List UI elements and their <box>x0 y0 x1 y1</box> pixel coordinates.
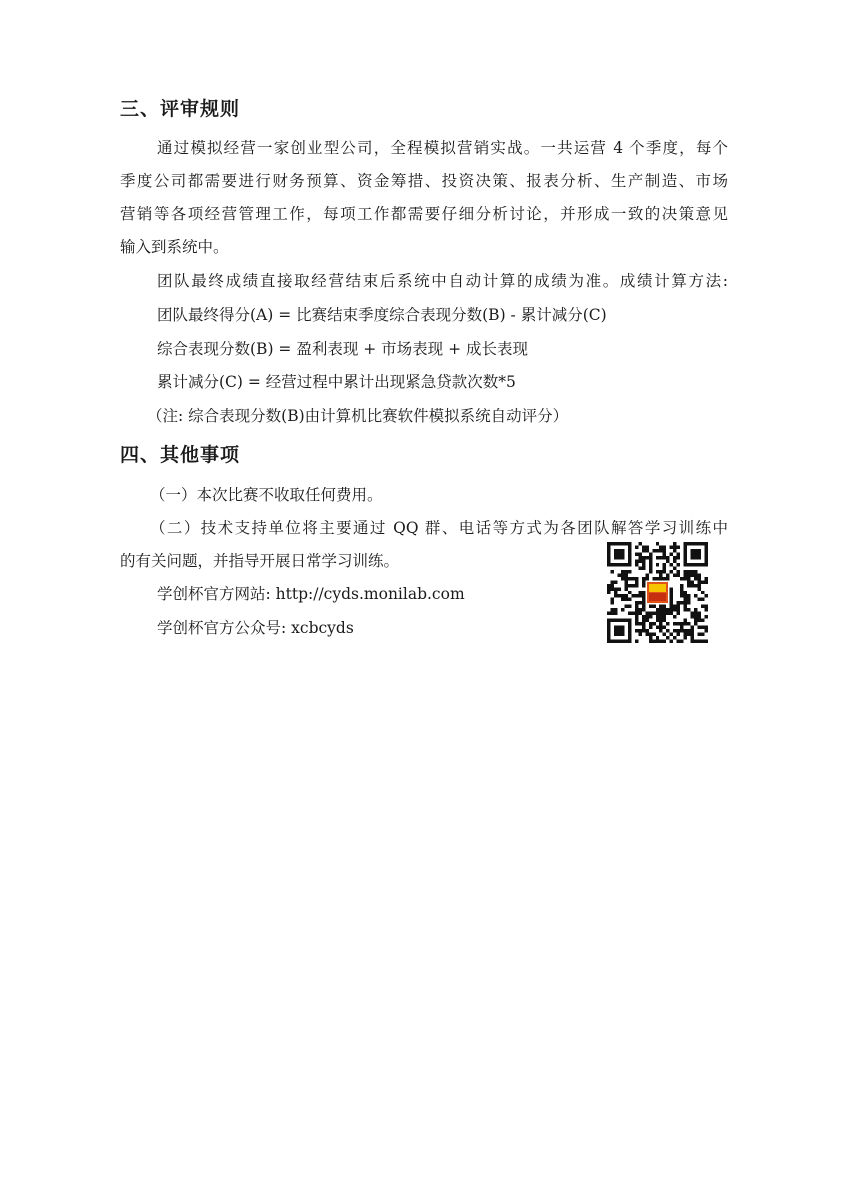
qr-center-logo <box>645 580 669 604</box>
formula-composite-score: 综合表现分数(B) = 盈利表现 + 市场表现 + 成长表现 <box>157 340 529 358</box>
formula-deduction: 累计减分(C) = 经营过程中累计出现紧急贷款次数*5 <box>157 373 516 391</box>
formula-total-score: 团队最终得分(A) = 比赛结束季度综合表现分数(B) - 累计减分(C) <box>157 306 607 324</box>
official-wechat-account: 学创杯官方公众号: xcbcyds <box>157 619 354 637</box>
item-1-free-of-charge: （一）本次比赛不收取任何费用。 <box>150 486 383 504</box>
item-2-line-1: （二）技术支持单位将主要通过 QQ 群、电话等方式为各团队解答学习训练中 <box>150 519 728 537</box>
wechat-qr-code <box>607 542 708 643</box>
qr-code-image <box>607 542 708 643</box>
section-3-para1-line4: 输入到系统中。 <box>120 238 229 256</box>
section-3-para1-line2: 季度公司都需要进行财务预算、资金筹措、投资决策、报表分析、生产制造、市场 <box>120 172 728 190</box>
section-3-heading: 三、评审规则 <box>120 98 241 120</box>
item-2-line-2: 的有关问题，并指导开展日常学习训练。 <box>120 552 400 570</box>
scoring-note: （注: 综合表现分数(B)由计算机比赛软件模拟系统自动评分） <box>147 407 569 425</box>
section-3-para2: 团队最终成绩直接取经营结束后系统中自动计算的成绩为准。成绩计算方法: <box>157 272 728 290</box>
section-3-para1-line3: 营销等各项经营管理工作，每项工作都需要仔细分析讨论，并形成一致的决策意见 <box>120 205 728 223</box>
section-3-para1-line1: 通过模拟经营一家创业型公司，全程模拟营销实战。一共运营 4 个季度，每个 <box>157 139 728 157</box>
official-website: 学创杯官方网站: http://cyds.monilab.com <box>157 585 465 603</box>
section-4-heading: 四、其他事项 <box>120 444 241 466</box>
